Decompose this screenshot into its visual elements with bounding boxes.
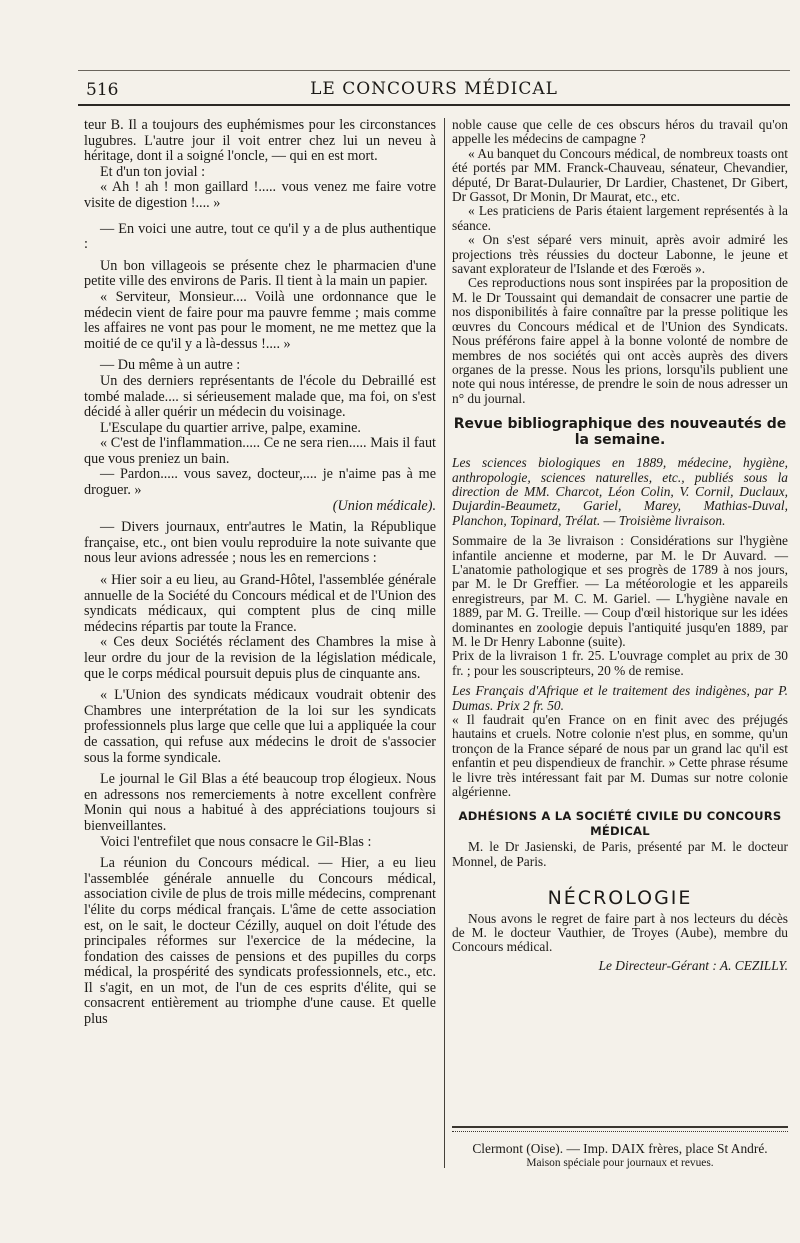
- imprint-line: Clermont (Oise). — Imp. DAIX frères, place St André.: [472, 1141, 768, 1156]
- paragraph: Nous avons le regret de faire part à nos lecteurs du décès de M. le docteur Vauthier, de Troyes (Aube), membre du Concours médical.: [452, 910, 788, 955]
- imprint-subline: Maison spéciale pour journaux et revues.: [526, 1157, 714, 1170]
- paragraph: « On s'est séparé vers minuit, après avoir admiré les projections très réussies du docteur Labonne, le jeune et savant explorateur de l'Islande et des Fœroës ».: [452, 232, 788, 277]
- section-heading-revue: Revue bibliographique des nouveautés de la semaine.: [453, 416, 787, 449]
- page-header: [78, 76, 790, 106]
- bibliography-entry: Sommaire de la 3e livraison : Considérations sur l'hygiène infantile ancienne et moderne, par M. le Dr Auvard. — L'anatomie pathologique et ses progrès de 1789 à nos jours, par M. le Dr Greffier. — La météorologie et les appareils enregistreurs, par M. C. M. Gariel. — L'hygiène navale en 1889, par M. G. Treille. — Coup d'œil historique sur les idées dominantes en zoologie depuis l'antiquité jusqu'en 1889, par M. le Dr Henry Labonne (suite).: [452, 533, 788, 649]
- paragraph: « C'est de l'inflammation..... Ce ne sera rien..... Mais il faut que vous preniez un bain.: [84, 435, 436, 467]
- section-heading-adhesions: ADHÉSIONS A LA SOCIÉTÉ CIVILE DU CONCOURS MÉDICAL: [458, 809, 782, 838]
- paragraph: « Les praticiens de Paris étaient largement représentés à la séance.: [452, 203, 788, 233]
- paragraph: « Au banquet du Concours médical, de nombreux toasts ont été portés par MM. Franck-Chauveau, sénateur, Chevandier, député, Dr Barat-Dulaurier, Dr Lardier, Chastenet, Dr Gibert, Dr Gassot, Dr Monin, Dr Maurat, etc., etc.: [452, 145, 788, 205]
- paragraph: Voici l'entrefilet que nous consacre le Gil-Blas :: [100, 833, 372, 850]
- paragraph: — Du même à un autre :: [100, 357, 241, 374]
- right-column: [452, 118, 788, 973]
- imprint: [452, 1142, 788, 1171]
- paragraph: « Hier soir a eu lieu, au Grand-Hôtel, l'assemblée générale annuelle de la Société du Concours médical et de l'Union des syndicats médicaux, qui comptent plus de cinq mille médecins répartis par toute la France.: [84, 572, 436, 635]
- signature: Le Directeur-Gérant : A. CEZILLY.: [598, 957, 788, 973]
- paragraph: Ces reproductions nous sont inspirées par la proposition de M. le Dr Toussaint qui demandait de consacrer une partie de nos disponibilités à faire connaître par la presse politique les œuvres du Concours médical et de l'Union des Syndicats. Nous préférons faire appel à la bonne volonté de nombre de membres de nos sociétés qui ont accès auprès des divers organes de la presse. Nous les prions, lorsqu'ils publient une note qui nous intéresse, de prendre le soin de nous adresser un n° du journal.: [452, 275, 788, 406]
- paragraph: « L'Union des syndicats médicaux voudrait obtenir des Chambres une interprétation de la loi sur les syndicats professionnels plus large que celle que lui a appliquée la cour de cassation, qui refuse aux médecins le droit de s'associer sous la forme syndicale.: [84, 687, 436, 766]
- paragraph: teur B. Il a toujours des euphémismes pour les circonstances lugubres. L'autre jour il voit entrer chez lui un neveu à héritage, dont il a soigné l'oncle, — qui en est mort.: [84, 117, 436, 165]
- bibliography-entry: Les Français d'Afrique et le traitement des indigènes, par P. Dumas. Prix 2 fr. 50.: [452, 683, 788, 713]
- paragraph: « Ces deux Sociétés réclament des Chambres la mise à leur ordre du jour de la revision de la législation médicale, que le corps médical poursuit depuis plus de cinquante ans.: [84, 634, 436, 682]
- page-number: 516: [86, 80, 119, 100]
- paragraph: Un des derniers représentants de l'école du Debraillé est tombé malade.... si sérieusement malade que, ma foi, on s'est décidé à aller quérir un médecin du voisinage.: [84, 372, 436, 421]
- paragraph: L'Esculape du quartier arrive, palpe, examine.: [100, 419, 361, 436]
- left-column: [84, 118, 436, 1028]
- paragraph: La réunion du Concours médical. — Hier, a eu lieu l'assemblée générale annuelle du Concours médical, association civile de plus de trois mille médecins, comprenant l'élite du corps médical français. L'âme de cette association est, on le sait, le docteur Cézilly, auquel on doit l'étude des principales réformes sur l'exercice de la médecine, la fondation des caisses de pensions et des pupilles du corps médical, la prospérité des syndicats professionnels, etc., etc. Il s'agit, en un mot, de l'un de ces esprits d'élite, qui se consacrent entièrement au triomphe d'une cause. Et quelle plus: [84, 855, 436, 1028]
- paragraph: — En voici une autre, tout ce qu'il y a de plus authentique :: [84, 220, 436, 253]
- source-credit: (Union médicale).: [332, 497, 436, 514]
- paragraph: Et d'un ton jovial :: [100, 163, 206, 180]
- paragraph: Le journal le Gil Blas a été beaucoup trop élogieux. Nous en adressons nos remerciements à notre excellent confrère Monin qui nous a habitué à des appréciations toujours si bienveillantes.: [84, 771, 436, 834]
- paragraph: M. le Dr Jasienski, de Paris, présenté par M. le docteur Monnel, de Paris.: [452, 839, 788, 869]
- bibliography-entry: Prix de la livraison 1 fr. 25. L'ouvrage complet au prix de 30 fr. ; pour les souscripteurs, 20 % de remise.: [452, 648, 788, 678]
- paragraph: — Divers journaux, entr'autres le Matin, la République française, etc., ont bien voulu reproduire la note suivante que nous leur avions adressée ; nous les en remercions :: [84, 519, 436, 567]
- paragraph: « Ah ! ah ! mon gaillard !..... vous venez me faire votre visite de digestion !.... »: [84, 179, 436, 211]
- bibliography-entry: « Il faudrait qu'en France on en finit avec des préjugés hautains et cruels. Notre colonie n'est plus, en somme, qu'un tronçon de la France séparé de nous par un grand lac qu'il est enfantin et peu dispendieux de franchir. » Cette phrase résume le livre très intéressant fait par M. Dumas sur notre colonie algérienne.: [452, 712, 788, 800]
- header-top-rule: [78, 70, 790, 71]
- imprint-rule: [452, 1126, 788, 1128]
- section-heading-necrologie: NÉCROLOGIE: [547, 887, 693, 910]
- paragraph: « Serviteur, Monsieur.... Voilà une ordonnance que le médecin vient de faire pour ma pauvre femme ; mais comme les affaires ne vont pas pour le moment, ne me mettez que la moitié de ce qu'il y a là-dessus !.... »: [84, 288, 436, 352]
- paragraph: — Pardon..... vous savez, docteur,.... je n'aime pas à me droguer. »: [84, 466, 436, 499]
- imprint-rule-dotted: [452, 1131, 788, 1132]
- bibliography-entry: Les sciences biologiques en 1889, médecine, hygiène, anthropologie, sciences naturelles, etc., publiés sous la direction de MM. Charcot, Léon Colin, V. Cornil, Duclaux, Dujardin-Beaumetz, Gariel, Marey, Mathias-Duval, Planchon, Topinard, Trélat. — Troisième livraison.: [452, 455, 788, 528]
- paragraph: Un bon villageois se présente chez le pharmacien d'une petite ville des environs de Paris. Il tient à la main un papier.: [84, 257, 436, 290]
- journal-title: LE CONCOURS MÉDICAL: [310, 79, 558, 99]
- paragraph: noble cause que celle de ces obscurs héros du travail qu'on appelle les médecins de campagne ?: [452, 117, 788, 147]
- column-divider: [444, 118, 445, 1168]
